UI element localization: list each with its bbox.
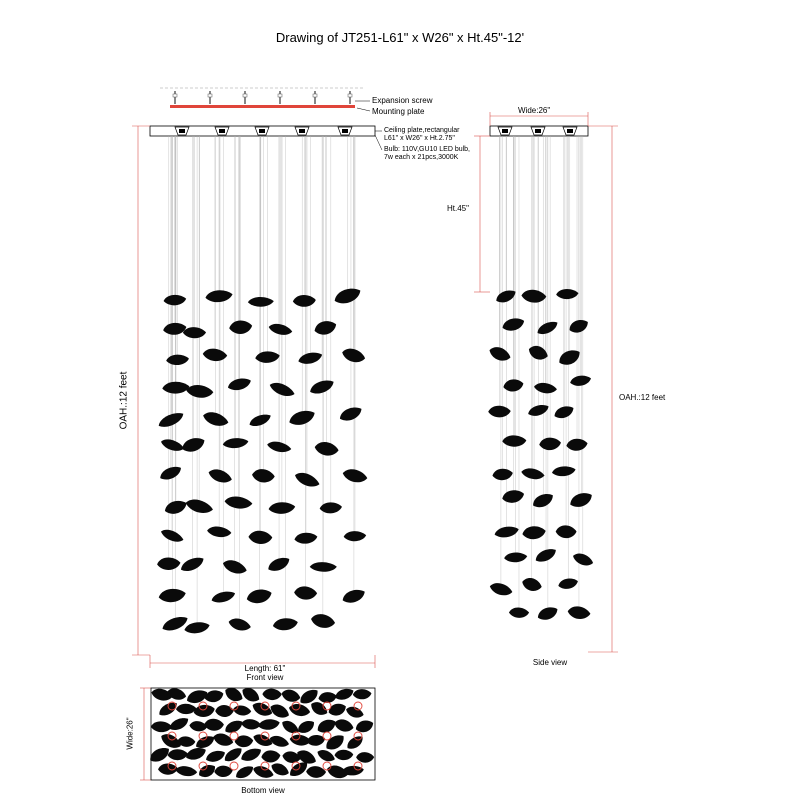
crystal-leaf (266, 555, 292, 574)
crystal-leaf (157, 557, 180, 570)
crystal-leaf (186, 384, 214, 400)
crystal-leaf (313, 319, 338, 337)
crystal-leaf (332, 285, 362, 307)
crystal-leaf (184, 621, 211, 635)
bulb (219, 129, 225, 133)
crystal-leaf (158, 587, 187, 603)
crystal-leaf (568, 490, 594, 510)
crystal-leaf (503, 378, 525, 392)
screw-anchor (173, 94, 177, 97)
crystal-leaf (166, 354, 189, 365)
oah-side-label: OAH.:12 feet (619, 393, 666, 402)
crystal-leaf (229, 320, 253, 335)
crystal-leaf (555, 525, 577, 539)
drawing-title: Drawing of JT251-L61" x W26" x Ht.45"-12' (275, 30, 525, 45)
bulb (259, 129, 265, 133)
crystal-leaf (556, 347, 582, 368)
crystal-leaf (224, 495, 253, 510)
crystal-leaf (310, 562, 337, 572)
front-view-crystals (156, 285, 368, 635)
crystal-leaf (222, 437, 248, 449)
crystal-leaf (556, 289, 578, 299)
crystal-leaf (539, 437, 561, 450)
crystal-leaf (294, 532, 318, 545)
height-label: Ht.45" (447, 204, 469, 213)
crystal-leaf (566, 438, 588, 451)
screw-anchor (348, 94, 352, 97)
crystal-leaf (531, 491, 556, 511)
crystal-leaf (533, 381, 557, 395)
crystal-leaf (522, 525, 546, 540)
bulb (567, 129, 573, 133)
crystal-leaf (488, 405, 511, 417)
screw-anchor (243, 94, 247, 97)
crystal-leaf (179, 554, 206, 574)
crystal-leaf (492, 468, 513, 481)
crystal-leaf (163, 322, 187, 336)
ceiling-plate-label-2: L61" x W26" x Ht.2.75" (384, 135, 455, 142)
bulb (535, 129, 541, 133)
crystal-leaf (293, 295, 316, 307)
crystal-leaf (344, 531, 367, 541)
length-label: Length: 61" (244, 664, 286, 673)
crystal-leaf (509, 607, 530, 619)
crystal-leaf (202, 347, 228, 362)
front-view-caption: Front view (246, 673, 284, 682)
crystal-leaf (501, 316, 526, 333)
crystal-leaf (245, 587, 273, 605)
crystal-leaf (526, 343, 550, 363)
crystal-leaf (521, 289, 547, 304)
crystal-leaf (163, 294, 186, 306)
expansion-screw-label: Expansion screw (372, 96, 433, 105)
crystal-leaf (314, 440, 340, 458)
crystal-leaf (487, 344, 512, 364)
crystal-leaf (268, 502, 295, 515)
ceiling-plate-label-1: Ceiling plate,rectangular (384, 127, 460, 134)
width-top-label: Wide:26" (518, 106, 551, 115)
bottom-view-caption: Bottom view (241, 786, 285, 795)
bulb (502, 129, 508, 133)
crystal-leaf (502, 435, 526, 447)
oah-front-label: OAH.:12 feet (118, 371, 130, 430)
crystal-leaf (248, 297, 274, 307)
crystal-leaf (569, 374, 591, 387)
crystal-leaf (293, 585, 317, 601)
bulb (299, 129, 305, 133)
wide-bottom-label: Wide:26" (125, 717, 135, 750)
crystal-leaf (248, 530, 273, 545)
crystal-leaf (501, 489, 525, 505)
crystal-leaf (251, 468, 275, 484)
bulb (342, 129, 348, 133)
side-view-crystals (487, 287, 594, 622)
crystal-leaf (520, 575, 543, 593)
bulb (179, 129, 185, 133)
screw-anchor (208, 94, 212, 97)
side-view-caption: Side view (532, 658, 568, 667)
crystal-leaf (504, 552, 528, 563)
crystal-leaf (567, 605, 592, 621)
mounting-plate-label: Mounting plate (372, 107, 425, 116)
crystal-leaf (293, 469, 321, 490)
screw-anchor (278, 94, 282, 97)
screw-anchor (313, 94, 317, 97)
expansion-screws (173, 91, 352, 104)
crystal-leaf (183, 327, 207, 339)
crystal-leaf (206, 525, 232, 538)
crystal-leaf (557, 577, 579, 591)
crystal-leaf (255, 351, 280, 364)
crystal-leaf (272, 617, 298, 631)
bulb-label-2: 7w each x 21pcs,3000K (384, 154, 459, 161)
crystal-leaf (520, 466, 545, 481)
crystal-leaf (205, 289, 233, 303)
crystal-leaf (552, 465, 577, 477)
crystal-leaf (162, 381, 190, 394)
crystal-leaf (533, 546, 558, 565)
mounting-plate (170, 105, 355, 108)
bulb-label-1: Bulb: 110V,GU10 LED bulb, (384, 146, 471, 153)
crystal-leaf (310, 612, 337, 630)
